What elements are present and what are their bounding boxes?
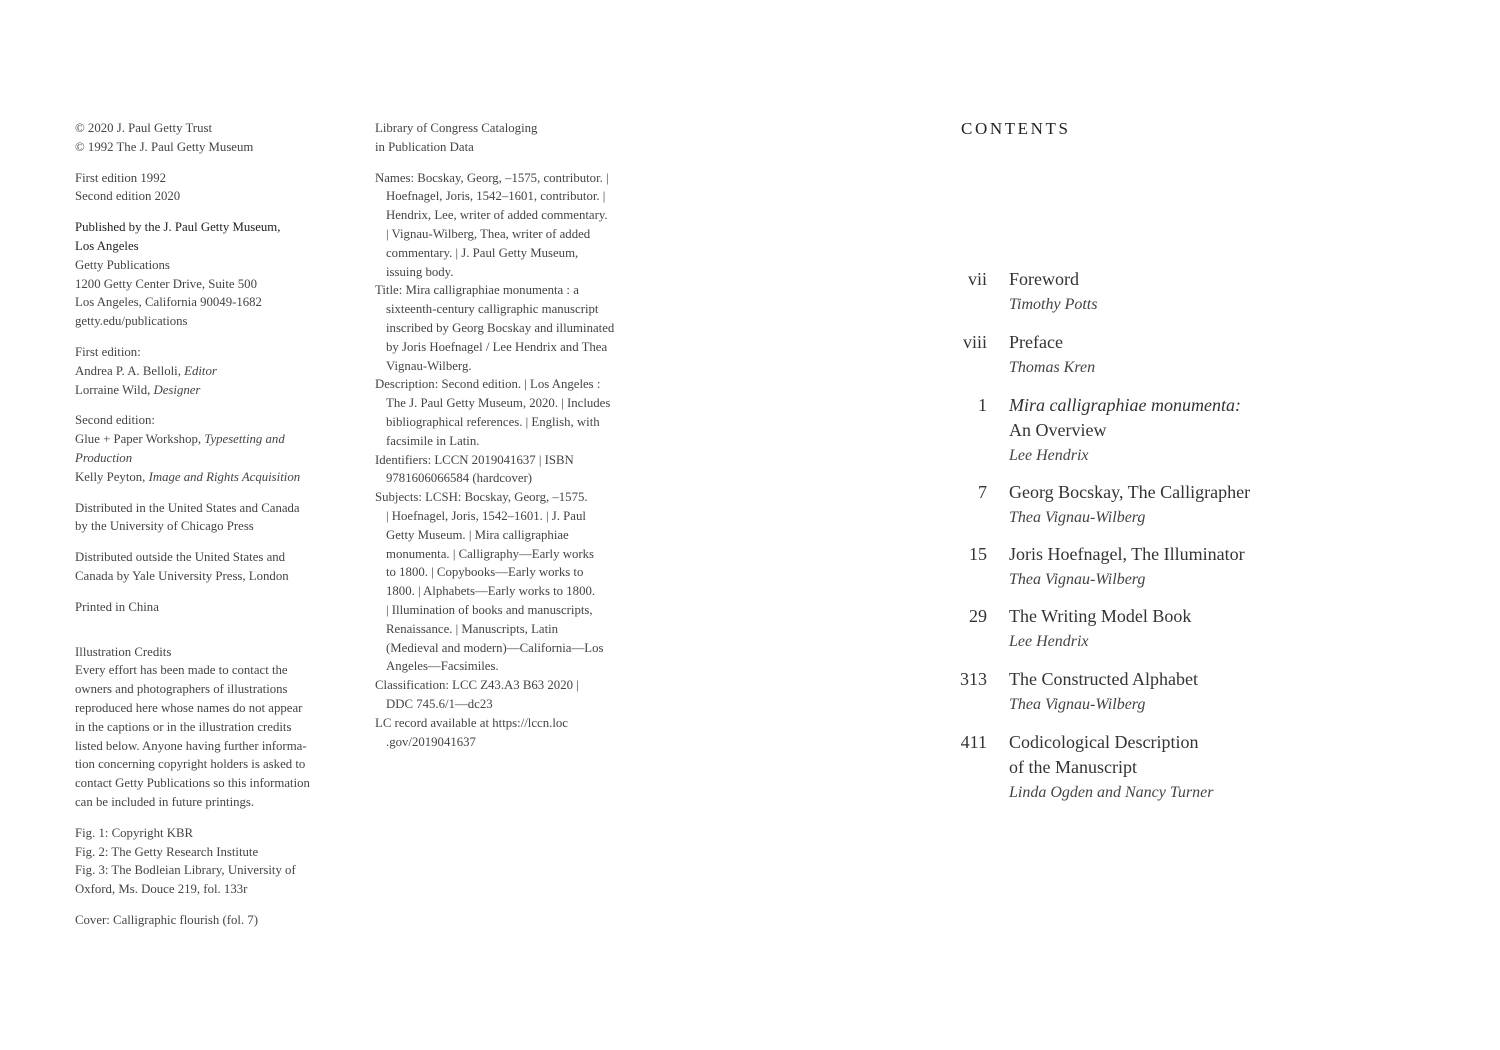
edition-line: Second edition 2020: [75, 189, 181, 204]
figure-credit: Fig. 1: Copyright KBR: [75, 825, 194, 840]
toc-page-number: vii: [967, 269, 987, 289]
printed-in: Printed in China: [75, 599, 159, 614]
figure-credit: Fig. 2: The Getty Research Institute: [75, 844, 259, 859]
illustration-credits-text: listed below. Anyone having further informa-: [75, 738, 307, 753]
toc-page-number: 7: [978, 482, 987, 502]
distribution-outside: Distributed outside the United States and: [75, 550, 286, 565]
cataloging-heading: in Publication Data: [375, 139, 474, 154]
toc-author: Thea Vignau-Wilberg: [1009, 571, 1146, 588]
first-edition-editor: Andrea P. A. Belloli, Editor: [75, 363, 217, 378]
illustration-credits-text: in the captions or in the illustration credits: [75, 719, 292, 734]
second-edition-typesetting: Glue + Paper Workshop, Typesetting and: [75, 432, 285, 447]
toc-author: Lee Hendrix: [1009, 633, 1089, 650]
copyright-line: © 2020 J. Paul Getty Trust: [75, 121, 213, 135]
publisher-address: Getty Publications: [75, 257, 170, 272]
toc-author: Lee Hendrix: [1009, 447, 1089, 464]
toc-author: Thomas Kren: [1009, 359, 1096, 376]
publisher-heading: Los Angeles: [75, 238, 139, 253]
toc-author: Thea Vignau-Wilberg: [1009, 696, 1146, 713]
toc-title: Codicological Description: [1009, 732, 1199, 752]
publisher-address: getty.edu/publications: [75, 314, 188, 329]
distribution-outside: Canada by Yale University Press, London: [75, 568, 289, 583]
toc-page-number: 313: [960, 669, 987, 689]
cip-subjects: Subjects: LCSH: Bocskay, Georg, –1575. | Hoefnagel, Joris, 1542–1601. | J. Paul Getty Museum. | Mira calligraphiae monumenta. | Calligraphy—Early works to 1800. | Copybooks—Early works to 1800. | Alphabets—Early works to 1800. | Illumination of books and manuscripts, Renaissance. | Manuscripts, Latin (Medieval and modern)—California—Los Angeles—Facsimiles.: [375, 490, 604, 674]
cataloging-heading: Library of Congress Cataloging: [375, 121, 538, 135]
toc-author: Thea Vignau-Wilberg: [1009, 509, 1146, 526]
cip-title: Title: Mira calligraphiae monumenta : a sixteenth-century calligraphic manuscript inscribed by Georg Bocskay and illuminated by Joris Hoefnagel / Lee Hendrix and Thea Vignau-Wilberg.: [375, 283, 615, 373]
illustration-credits-heading: Illustration Credits: [75, 644, 172, 659]
illustration-credits-text: Every effort has been made to contact the: [75, 663, 288, 678]
contents-heading: CONTENTS: [961, 119, 1071, 138]
distribution-us: Distributed in the United States and Canada: [75, 500, 300, 515]
toc-title: The Constructed Alphabet: [1009, 669, 1198, 689]
illustration-credits-text: owners and photographers of illustrations: [75, 682, 288, 697]
illustration-credits-text: tion concerning copyright holders is asked to: [75, 757, 306, 772]
toc-page-number: 15: [969, 544, 987, 564]
first-edition-label: First edition:: [75, 344, 141, 359]
figure-credit: Oxford, Ms. Douce 219, fol. 133r: [75, 882, 248, 897]
cip-names: Names: Bocskay, Georg, –1575, contributor. | Hoefnagel, Joris, 1542–1601, contributor. | Hendrix, Lee, writer of added commentary. | Vignau-Wilberg, Thea, writer of added commentary. | J. Paul Getty Museum, issuing body.: [375, 170, 609, 279]
distribution-us: by the University of Chicago Press: [75, 519, 254, 534]
toc-page-number: 411: [960, 732, 987, 752]
copyright-line: © 1992 The J. Paul Getty Museum: [75, 139, 254, 154]
publisher-heading: Published by the J. Paul Getty Museum,: [75, 220, 281, 235]
cip-classification: Classification: LCC Z43.A3 B63 2020 | DDC 745.6/1—dc23: [375, 678, 579, 711]
toc-title: Preface: [1009, 332, 1063, 352]
publisher-address: Los Angeles, California 90049-1682: [75, 295, 262, 310]
toc-title: of the Manuscript: [1009, 757, 1137, 777]
second-edition-images: Kelly Peyton, Image and Rights Acquisition: [75, 469, 301, 484]
figure-credit: Fig. 3: The Bodleian Library, University of: [75, 863, 296, 878]
second-edition-label: Second edition:: [75, 413, 155, 428]
cip-lc-record: LC record available at https://lccn.loc .gov/2019041637: [375, 715, 568, 749]
toc-title: The Writing Model Book: [1009, 606, 1192, 626]
cover-credit: Cover: Calligraphic flourish (fol. 7): [75, 912, 259, 927]
toc-page-number: 1: [978, 395, 987, 415]
toc-title: An Overview: [1009, 420, 1107, 440]
first-edition-designer: Lorraine Wild, Designer: [75, 382, 201, 397]
second-edition-typesetting-cont: Production: [75, 450, 133, 465]
cip-identifiers: Identifiers: LCCN 2019041637 | ISBN 9781606066584 (hardcover): [375, 452, 574, 486]
toc-title: Joris Hoefnagel, The Illuminator: [1009, 544, 1245, 564]
illustration-credits-text: contact Getty Publications so this information: [75, 776, 310, 791]
toc-title: Georg Bocskay, The Calligrapher: [1009, 482, 1251, 502]
toc-page-number: 29: [969, 606, 987, 626]
illustration-credits-text: can be included in future printings.: [75, 794, 255, 809]
toc-page-number: viii: [962, 332, 987, 352]
illustration-credits-text: reproduced here whose names do not appear: [75, 700, 303, 715]
toc-author: Linda Ogden and Nancy Turner: [1009, 784, 1214, 801]
toc-author: Timothy Potts: [1009, 296, 1098, 313]
edition-line: First edition 1992: [75, 170, 167, 185]
cataloging-column: [375, 119, 643, 751]
toc-title: Foreword: [1009, 269, 1079, 289]
colophon-column: [75, 119, 345, 930]
toc-title-italic: Mira calligraphiae monumenta:: [1009, 395, 1241, 415]
publisher-address: 1200 Getty Center Drive, Suite 500: [75, 276, 257, 291]
cip-description: Description: Second edition. | Los Angeles : The J. Paul Getty Museum, 2020. | Includes bibliographical references. | English, with facsimile in Latin.: [375, 377, 611, 448]
